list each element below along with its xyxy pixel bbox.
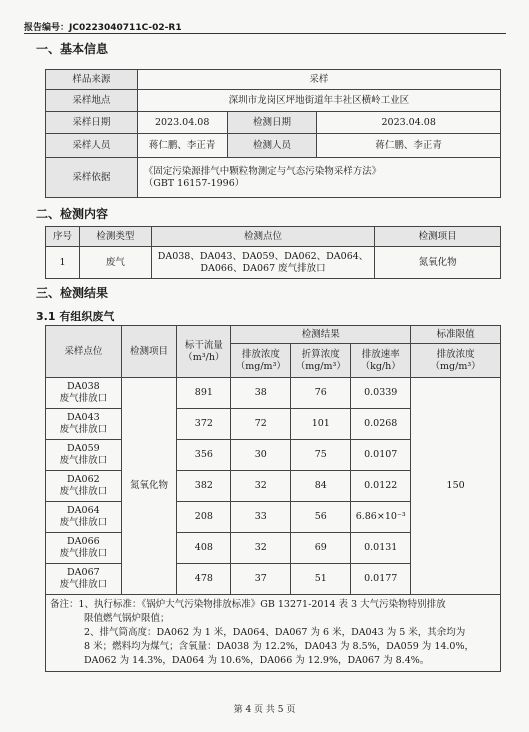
row-point: [46, 440, 122, 471]
row-conc: 33: [231, 502, 291, 533]
row-flow: 478: [177, 564, 231, 595]
testers-label: 检测人员: [227, 134, 317, 158]
samplers-label: 采样人员: [46, 134, 138, 158]
row-conv: 101: [291, 409, 351, 440]
row-conv: 75: [291, 440, 351, 471]
sampling-basis-line2: （GBT 16157-1996）: [143, 177, 245, 189]
results-header-flow: [177, 326, 231, 378]
results-header-conc: [231, 344, 291, 378]
content-header-item: 检测项目: [375, 227, 501, 247]
row-point-code: DA043: [67, 412, 100, 424]
row-point-code: DA038: [67, 381, 100, 393]
section-content-title: 二、检测内容: [36, 207, 109, 221]
sampling-basis-line1: 《固定污染源排气中颗粒物测定与气态污染物采样方法》: [143, 165, 382, 177]
results-header-flow-label: 标干流量: [184, 339, 223, 351]
results-header-conc-label: 排放浓度: [241, 348, 280, 360]
row-conc: 30: [231, 440, 291, 471]
results-header-limit: 标准限值: [411, 326, 501, 344]
row-conv: 56: [291, 502, 351, 533]
row-conc: 32: [231, 533, 291, 564]
results-header-limit-conc-label: 排放浓度: [436, 348, 475, 360]
results-header-conc-unit: （mg/m³）: [235, 360, 286, 372]
row-point-name: 废气排放口: [59, 579, 108, 590]
note-1b: 限值燃气锅炉限值；: [84, 613, 170, 624]
results-header-conv: [291, 344, 351, 378]
row-point-code: DA067: [67, 567, 100, 579]
row-conv: 76: [291, 378, 351, 409]
testers-value: 蒋仁鹏、李正青: [317, 134, 501, 158]
row-flow: 891: [177, 378, 231, 409]
content-row-points: [151, 247, 375, 279]
results-header-rate-label: 排放速率: [361, 348, 400, 360]
row-conv: 84: [291, 471, 351, 502]
test-date-value: 2023.04.08: [317, 112, 501, 134]
results-header-limit-conc-unit: （mg/m³）: [430, 360, 481, 372]
row-point: [46, 564, 122, 595]
results-header-conv-unit: （mg/m³）: [295, 360, 346, 372]
table-row: [46, 378, 501, 409]
results-header-rate: [351, 344, 411, 378]
sample-site-value: 深圳市龙岗区坪地街道年丰社区横岭工业区: [137, 90, 500, 112]
row-point: [46, 502, 122, 533]
row-conv: 69: [291, 533, 351, 564]
test-date-label: 检测日期: [227, 112, 317, 134]
row-rate: 0.0177: [351, 564, 411, 595]
note-2b: 8 米；燃料均为煤气；含氧量：DA038 为 12.2%，DA043 为 8.5%，DA059 为 14.0%，: [84, 641, 475, 652]
row-point: [46, 409, 122, 440]
results-header-conv-label: 折算浓度: [301, 348, 340, 360]
row-conc: 32: [231, 471, 291, 502]
sample-date-value: 2023.04.08: [137, 112, 227, 134]
row-rate: 0.0131: [351, 533, 411, 564]
note-1: 备注：1、执行标准：《锅炉大气污染物排放标准》GB 13271-2014 表 3 大气污染物特别排放: [50, 599, 446, 610]
row-rate: 0.0268: [351, 409, 411, 440]
row-rate: 0.0107: [351, 440, 411, 471]
row-rate: 6.86×10⁻³: [351, 502, 411, 533]
header-rule: [24, 33, 506, 34]
sample-source-label: 样品来源: [46, 70, 138, 90]
row-conc: 72: [231, 409, 291, 440]
section-basic-info-title: 一、基本信息: [36, 42, 109, 56]
content-row-points-line1: DA038、DA043、DA059、DA062、DA064、: [157, 250, 369, 262]
row-conc: 37: [231, 564, 291, 595]
sample-date-label: 采样日期: [46, 112, 138, 134]
row-point: [46, 378, 122, 409]
results-header-point: 采样点位: [46, 326, 122, 378]
row-point: [46, 533, 122, 564]
results-table: [45, 325, 501, 672]
basic-info-table: [45, 69, 501, 198]
row-point-name: 废气排放口: [59, 517, 108, 528]
results-body: [46, 378, 501, 595]
results-header-flow-unit: （m³/h）: [183, 351, 225, 363]
content-row-item: 氮氧化物: [375, 247, 501, 279]
results-notes: [46, 595, 501, 672]
row-flow: 208: [177, 502, 231, 533]
row-rate: 0.0339: [351, 378, 411, 409]
sampling-basis-label: 采样依据: [46, 158, 138, 198]
row-flow: 356: [177, 440, 231, 471]
row-limit: 150: [411, 378, 501, 595]
results-header-results: 检测结果: [231, 326, 411, 344]
content-header-no: 序号: [46, 227, 80, 247]
row-point-code: DA059: [67, 443, 100, 455]
row-flow: 372: [177, 409, 231, 440]
content-header-points: 检测点位: [151, 227, 375, 247]
sample-site-label: 采样地点: [46, 90, 138, 112]
row-point-name: 废气排放口: [59, 393, 108, 404]
row-point-code: DA062: [67, 474, 100, 486]
row-point-name: 废气排放口: [59, 424, 108, 435]
report-number: 报告编号：JC0223040711C-02-R1: [24, 23, 182, 33]
sampling-basis-value: [137, 158, 500, 198]
row-point-name: 废气排放口: [59, 455, 108, 466]
row-conc: 38: [231, 378, 291, 409]
row-conv: 51: [291, 564, 351, 595]
note-2c: DA062 为 14.3%，DA064 为 10.6%，DA066 为 12.9%，DA067 为 8.4%。: [84, 655, 430, 666]
row-flow: 408: [177, 533, 231, 564]
results-header-item: 检测项目: [121, 326, 177, 378]
section-results-title: 三、检测结果: [36, 286, 109, 300]
samplers-value: 蒋仁鹏、李正青: [137, 134, 227, 158]
content-row-no: 1: [46, 247, 80, 279]
results-header-rate-unit: （kg/h）: [360, 360, 401, 372]
content-header-type: 检测类型: [79, 227, 151, 247]
row-item: 氮氧化物: [121, 378, 177, 595]
row-point-name: 废气排放口: [59, 486, 108, 497]
row-rate: 0.0122: [351, 471, 411, 502]
row-flow: 382: [177, 471, 231, 502]
content-row-points-line2: DA066、DA067 废气排放口: [200, 262, 326, 274]
note-2: 2、排气筒高度：DA062 为 1 米，DA064、DA067 为 6 米，DA043 为 5 米，其余均为: [84, 627, 466, 638]
results-subtitle: 3.1 有组织废气: [36, 310, 115, 323]
content-table: [45, 226, 501, 279]
row-point-name: 废气排放口: [59, 548, 108, 559]
results-header-limit-conc: [411, 344, 501, 378]
row-point-code: DA066: [67, 536, 100, 548]
row-point: [46, 471, 122, 502]
content-row-type: 废气: [79, 247, 151, 279]
row-point-code: DA064: [67, 505, 100, 517]
sample-source-value: 采样: [137, 70, 500, 90]
page-footer: 第 4 页 共 5 页: [233, 705, 296, 715]
